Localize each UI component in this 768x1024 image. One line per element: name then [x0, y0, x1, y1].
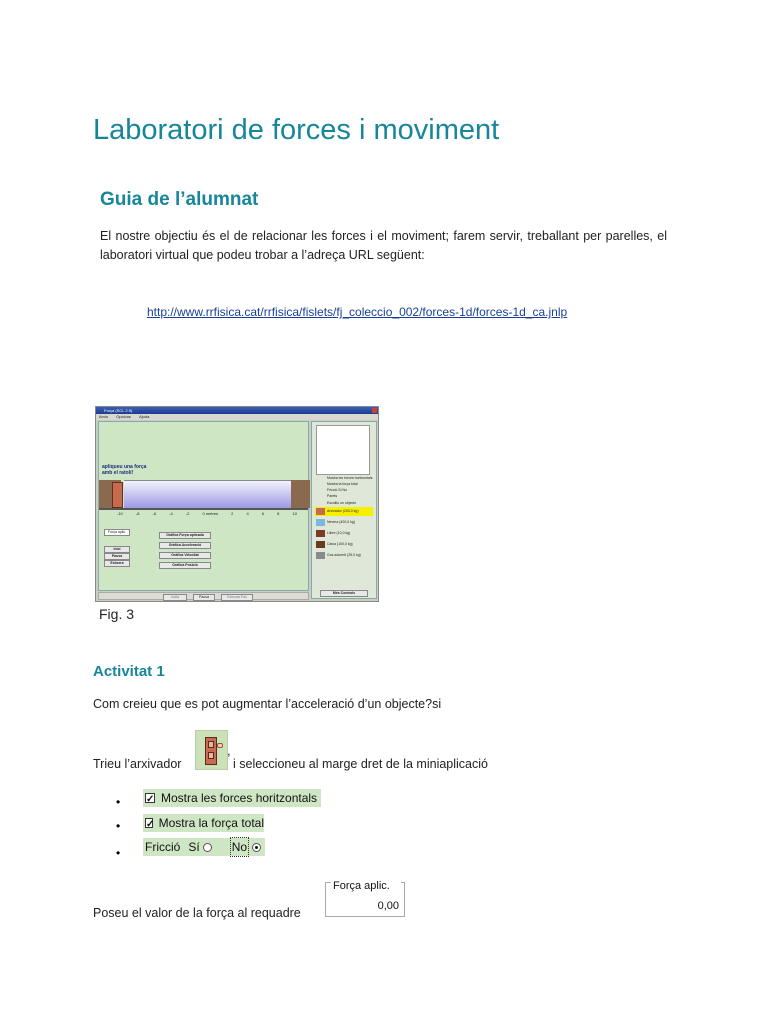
- radio-unselected-icon: [203, 843, 212, 852]
- box-icon: [316, 541, 325, 548]
- tick-label: 8: [277, 511, 280, 516]
- force-instruction: Poseu el valor de la força al requadre: [93, 906, 301, 920]
- figure-caption: Fig. 3: [99, 606, 135, 622]
- applet-force-field: Força aplic.: [104, 529, 130, 536]
- object-label: Gos adormit (25,0 kg): [327, 553, 361, 557]
- radio-selected-icon: [252, 843, 261, 852]
- tick-label: -8: [135, 511, 140, 516]
- applet-screenshot: [95, 406, 379, 602]
- choose-cabinet-text-end: i seleccioneu al marge dret de la miniaplicació: [233, 757, 488, 771]
- option-show-horizontal-forces: [143, 789, 321, 807]
- applet-graph-vel-button: Gràfica Velocitat: [159, 552, 211, 559]
- object-item-arxivador: [315, 507, 373, 516]
- tick-label: -10: [117, 511, 123, 516]
- box-border: [401, 882, 405, 883]
- tick-label: 10: [292, 511, 297, 516]
- applet-menu-bar: [96, 414, 378, 420]
- cabinet-drawer: [208, 741, 214, 748]
- applet-track: [124, 480, 291, 509]
- applet-clear-button: Esborra: [104, 560, 130, 567]
- applet-step-button: Executa Pas: [221, 594, 253, 601]
- applet-window-title: Força (SCL 2.9): [104, 408, 133, 413]
- applet-instruction: [102, 464, 146, 476]
- box-border: [325, 882, 331, 883]
- tick-label: 0 metres: [202, 511, 219, 516]
- force-input-box: [325, 880, 405, 917]
- object-label: Nevera (400,0 kg): [327, 520, 356, 524]
- applet-menu-item: Arxiu: [99, 414, 109, 419]
- object-item-caixa: [315, 540, 373, 549]
- bullet-icon: •: [116, 795, 121, 809]
- filing-cabinet-icon: [316, 508, 325, 515]
- applet-graph-pos-button: Gràfica Posició: [159, 562, 211, 569]
- applet-title-bar: [96, 407, 378, 414]
- tick-label: -6: [152, 511, 157, 516]
- activity-heading: Activitat 1: [93, 663, 165, 680]
- applet-bottom-bar: [98, 592, 309, 600]
- object-item-gos: [315, 551, 373, 560]
- tick-label: 6: [261, 511, 265, 516]
- page-title: Laboratori de forces i moviment: [93, 114, 500, 146]
- applet-more-controls-button: Més Controls: [320, 590, 368, 597]
- choose-cabinet-text: Trieu l’arxivador: [93, 757, 182, 771]
- tick-label: 4: [246, 511, 249, 516]
- tick-label: -2: [185, 511, 190, 516]
- object-label: Llibre (10,0 kg): [327, 531, 351, 535]
- dog-icon: [316, 552, 325, 559]
- object-label: Caixa (100,0 kg): [327, 542, 353, 546]
- checkbox-checked-icon: [145, 793, 155, 803]
- book-icon: [316, 530, 325, 537]
- applet-pause-button: Pausa: [104, 553, 130, 560]
- applet-graph-force-button: Gràfica Força aplicada: [159, 532, 211, 539]
- side-option: Parets: [327, 494, 338, 498]
- applet-right-wall: [289, 480, 310, 508]
- fridge-icon: [316, 519, 325, 526]
- filing-cabinet-icon: [195, 730, 228, 770]
- applet-graph-accel-button: Gràfica Acceleració: [159, 542, 211, 549]
- applet-side-panel: [311, 421, 377, 599]
- tick-label: 2: [231, 511, 234, 516]
- option-label: Fricció: [145, 840, 181, 854]
- activity-question: Com creieu que es pot augmentar l’acceleració d’un objecte?si: [93, 697, 442, 711]
- applet-start-button: Inici: [104, 546, 130, 553]
- applet-pause-step-button: Pausa: [193, 594, 215, 601]
- hand-icon: [217, 743, 223, 748]
- force-box-label: Força aplic.: [333, 880, 390, 892]
- object-item-nevera: [315, 518, 373, 527]
- applet-menu-item: Opcions: [116, 414, 131, 419]
- tick-label: -4: [169, 511, 173, 516]
- page-subtitle: Guia de l’alumnat: [100, 189, 259, 210]
- applet-instruction-line: amb el ratolí!: [102, 470, 134, 476]
- intro-paragraph: El nostre objectiu és el de relacionar les forces i el moviment; farem servir, treballant per parelles, el laboratori virtual que podeu trobar a l’adreça URL següent:: [100, 229, 667, 262]
- option-friction: [143, 838, 265, 856]
- object-label: Arxivador (200,0 kg): [327, 509, 359, 513]
- bullet-icon: •: [116, 819, 121, 833]
- checkbox-checked-icon: [145, 818, 153, 828]
- side-option: Mostra les forces horitzontals: [327, 476, 373, 480]
- option-label: Mostra la força total: [158, 816, 264, 830]
- side-objects-header: Escolliu un objecte: [327, 501, 357, 505]
- cabinet-body: [205, 737, 217, 765]
- close-icon: [372, 408, 377, 413]
- comma-mark: ,: [227, 743, 231, 758]
- friction-yes-label: Sí: [188, 840, 200, 854]
- applet-canvas: [98, 421, 309, 591]
- lab-url-link[interactable]: http://www.rrfisica.cat/rrfisica/fislets/fj_coleccio_002/forces-1d/forces-1d_ca.jnlp: [147, 305, 568, 319]
- applet-ground-line: [99, 508, 308, 510]
- filing-cabinet-icon: [112, 482, 123, 508]
- applet-instruction-line: apliqueu una força: [102, 464, 147, 470]
- applet-menu-item: Ajuda: [139, 414, 150, 419]
- applet-preview: [316, 425, 370, 475]
- force-box-value: 0,00: [377, 900, 399, 912]
- cabinet-drawer: [208, 752, 214, 759]
- option-show-total-force: [143, 814, 264, 832]
- applet-play-button: Inicia: [163, 594, 187, 601]
- bullet-icon: •: [116, 846, 121, 860]
- side-option: Mostra la força total: [327, 482, 358, 486]
- object-item-llibre: [315, 529, 373, 538]
- option-label: Mostra les forces horitzontals: [161, 791, 318, 805]
- applet-axis-ticks: [117, 511, 297, 516]
- side-option: Fricció Sí No: [327, 488, 348, 492]
- friction-no-label: No: [230, 837, 249, 857]
